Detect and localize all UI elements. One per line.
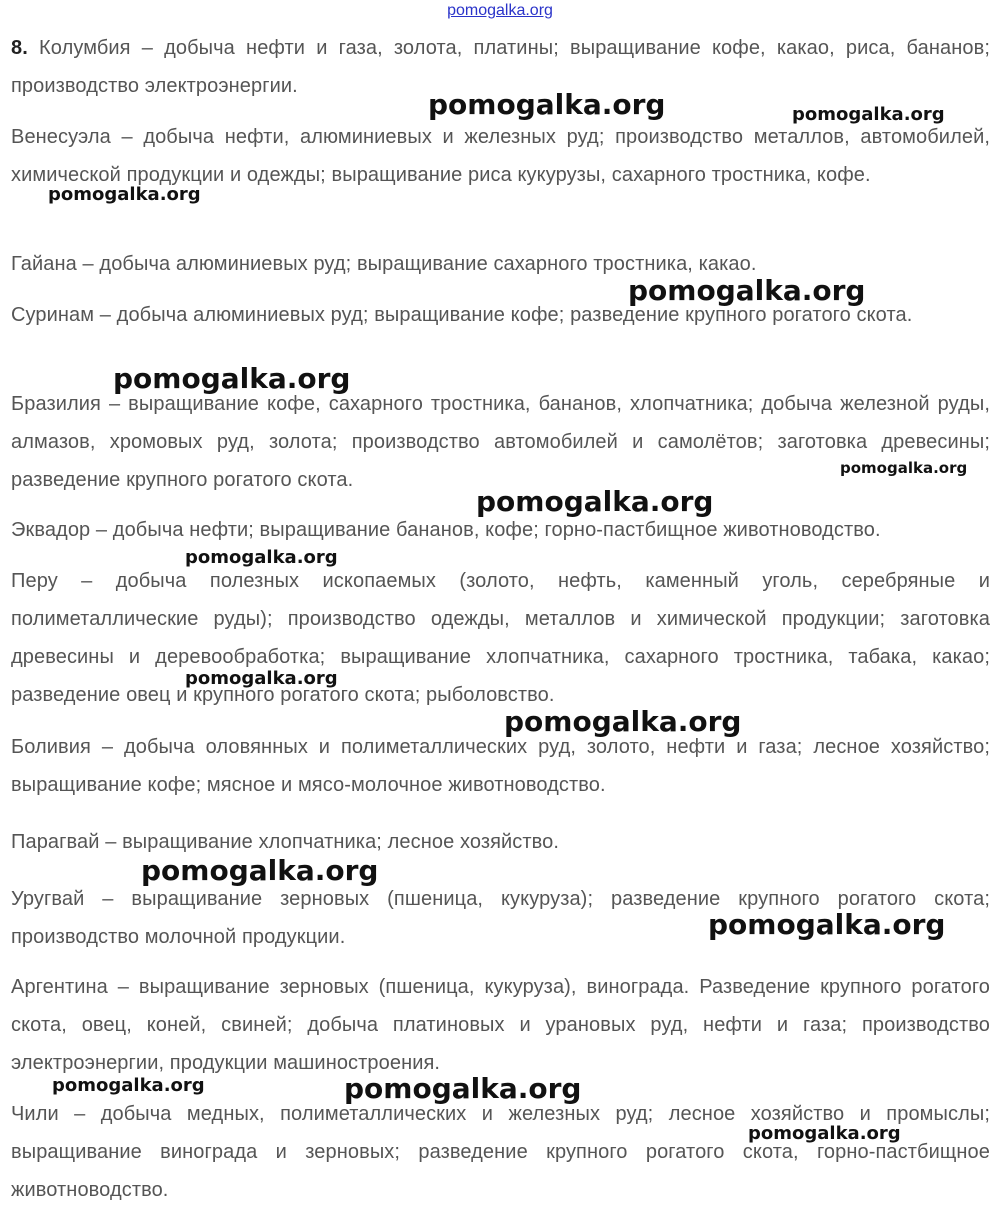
watermark: pomogalka.org (504, 705, 742, 738)
watermark: pomogalka.org (792, 104, 945, 125)
paragraph-guyana: Гайана – добыча алюминиевых руд; выращивание сахарного тростника, какао. (11, 253, 757, 275)
watermark: pomogalka.org (52, 1075, 205, 1096)
paragraph-suriname: Суринам – добыча алюминиевых руд; выращивание кофе; разведение крупного рогатого скота. (11, 304, 913, 326)
watermark: pomogalka.org (185, 668, 338, 689)
header-watermark: pomogalka.org (447, 2, 553, 19)
watermark: pomogalka.org (708, 908, 946, 941)
paragraph-peru: Перу – добыча полезных ископаемых (золото, нефть, каменный уголь, серебряные и полиметаллические руды); производство одежды, металлов и химической продукции; заготовка древесины и деревообработка; выращивание хлопчатника, сахарного тростника, табака, какао; разведение овец и крупного рогатого скота; рыболовство. (11, 570, 990, 706)
paragraph-brazil: Бразилия – выращивание кофе, сахарного тростника, бананов, хлопчатника; добыча железной руды, алмазов, хромовых руд, золота; производство автомобилей и самолётов; заготовка древесины; разведение крупного рогатого скота. (11, 393, 990, 491)
paragraph-paraguay: Парагвай – выращивание хлопчатника; лесное хозяйство. (11, 831, 560, 853)
paragraph-text: Колумбия – добыча нефти и газа, золота, платины; выращивание кофе, какао, риса, бананов; производство электроэнергии. (11, 37, 990, 97)
watermark: pomogalka.org (113, 362, 351, 395)
watermark: pomogalka.org (628, 274, 866, 307)
watermark: pomogalka.org (428, 88, 666, 121)
watermark: pomogalka.org (185, 547, 338, 568)
paragraph-bolivia: Боливия – добыча оловянных и полиметаллических руд, золото, нефти и газа; лесное хозяйство; выращивание кофе; мясное и мясо-молочное животноводство. (11, 736, 990, 796)
paragraph-uruguay: Уругвай – выращивание зерновых (пшеница, кукуруза); разведение крупного рогатого скота; производство молочной продукции. (11, 888, 990, 948)
paragraph-chile: Чили – добыча медных, полиметаллических и железных руд; лесное хозяйство и промыслы; выращивание винограда и зерновых; разведение крупного рогатого скота, горно-пастбищное животноводство. (11, 1103, 990, 1201)
watermark: pomogalka.org (840, 459, 968, 477)
watermark: pomogalka.org (141, 854, 379, 887)
watermark: pomogalka.org (48, 184, 201, 205)
watermark: pomogalka.org (476, 485, 714, 518)
task-number: 8. (11, 37, 28, 59)
paragraph-ecuador: Эквадор – добыча нефти; выращивание бананов, кофе; горно-пастбищное животноводство. (11, 519, 881, 541)
watermark: pomogalka.org (748, 1123, 901, 1144)
paragraph-argentina: Аргентина – выращивание зерновых (пшеница, кукуруза), винограда. Разведение крупного рогатого скота, овец, коней, свиней; добыча платиновых и урановых руд, нефти и газа; производство электроэнергии, продукции машиностроения. (11, 976, 990, 1074)
watermark: pomogalka.org (344, 1072, 582, 1105)
paragraph-venezuela: Венесуэла – добыча нефти, алюминиевых и железных руд; производство металлов, автомобилей, химической продукции и одежды; выращивание риса кукурузы, сахарного тростника, кофе. (11, 126, 990, 186)
